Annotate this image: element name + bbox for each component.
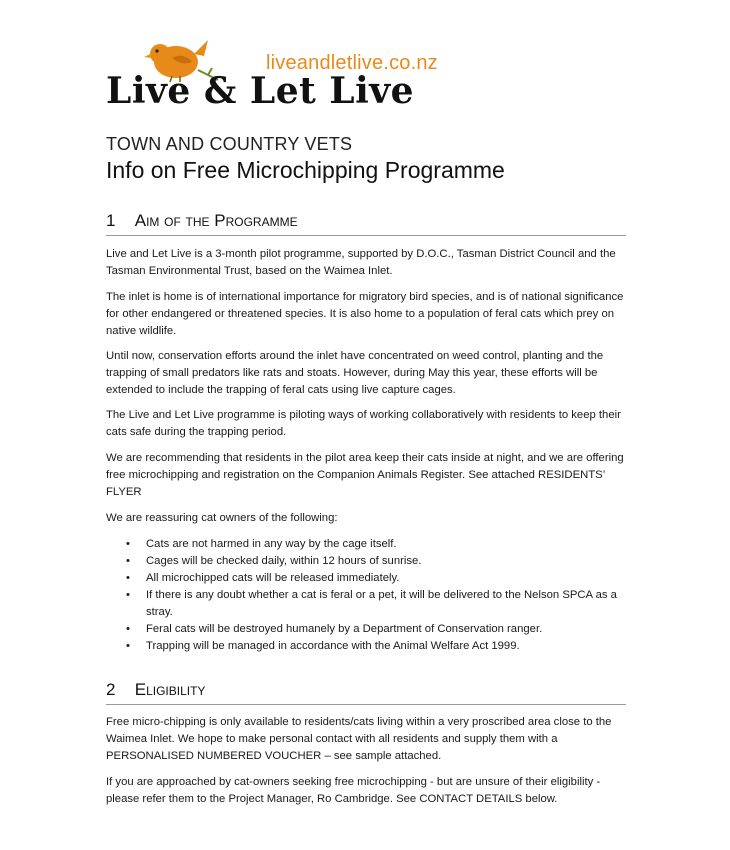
org-heading: TOWN AND COUNTRY VETS: [106, 134, 353, 154]
paragraph: The inlet is home is of international importance for migratory bird species, and is of national significance for other endangered or threatened species. It is also home to a population of feral cats which prey on native wildlife.: [106, 291, 624, 337]
logo: [106, 30, 466, 110]
list-item: • Cages will be checked daily, within 12 hours of sunrise.: [106, 553, 626, 570]
section-heading: Eligibility: [134, 680, 206, 699]
section-1-title: [106, 211, 626, 236]
section-number: 2: [106, 680, 116, 699]
paragraph: Until now, conservation efforts around the inlet have concentrated on weed control, planting and the trapping of small predators like rats and stoats. However, during May this year, these efforts will be extended to include the trapping of feral cats using live capture cages.: [106, 350, 604, 396]
paragraph: We are recommending that residents in the pilot area keep their cats inside at night, and we are offering free microchipping and registration on the Companion Animals Register. See attached RESIDENTS’ FLYER: [106, 452, 624, 498]
paragraph: The Live and Let Live programme is piloting ways of working collaboratively with residents to keep their cats safe during the trapping period.: [106, 409, 621, 438]
logo-url: liveandletlive.co.nz: [266, 52, 438, 74]
list-item: • If there is any doubt whether a cat is feral or a pet, it will be delivered to the Nelson SPCA as a stray.: [106, 587, 626, 621]
logo-name: Live & Let Live: [106, 70, 415, 112]
bullet-list: [106, 536, 626, 655]
section-2-title: [106, 680, 626, 705]
paragraph: Free micro-chipping is only available to residents/cats living within a very proscribed area close to the Waimea Inlet. We hope to make personal contact with all residents and supply them with a PERSONALISED NUMBERED VOUCHER – see sample attached.: [106, 716, 612, 762]
paragraph: If you are approached by cat-owners seeking free microchipping - but are unsure of their eligibility - please refer them to the Project Manager, Ro Cambridge. See CONTACT DETAILS below.: [106, 776, 601, 805]
list-item: • Cats are not harmed in any way by the cage itself.: [106, 536, 626, 553]
section-heading: Aim of the Programme: [134, 211, 298, 230]
list-item: • Feral cats will be destroyed humanely by a Department of Conservation ranger.: [106, 621, 626, 638]
list-item: • All microchipped cats will be released immediately.: [106, 570, 626, 587]
section-number: 1: [106, 211, 116, 230]
paragraph: We are reassuring cat owners of the following:: [106, 512, 338, 524]
page-title: Info on Free Microchipping Programme: [106, 157, 505, 183]
list-item: • Trapping will be managed in accordance with the Animal Welfare Act 1999.: [106, 638, 626, 655]
paragraph: Live and Let Live is a 3-month pilot programme, supported by D.O.C., Tasman District Council and the Tasman Environmental Trust, based on the Waimea Inlet.: [106, 248, 616, 277]
